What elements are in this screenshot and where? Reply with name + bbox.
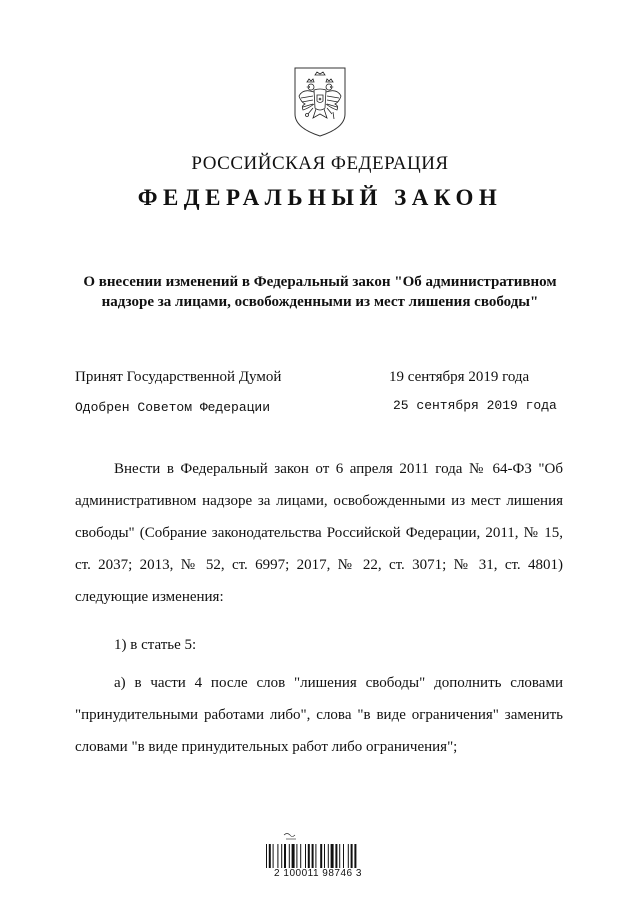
barcode-bar (300, 844, 301, 868)
law-title: О внесении изменений в Федеральный закон "Об административном надзоре за лицами, освобожденными из мест лишения свободы" (83, 274, 557, 310)
barcode-bar (351, 844, 353, 868)
barcode-bar (292, 844, 295, 868)
barcode-bar (312, 844, 314, 868)
barcode-bar (320, 844, 322, 868)
council-approval-date: 25 сентября 2019 года (393, 398, 557, 413)
duma-adoption-label: Принят Государственной Думой (75, 369, 282, 385)
barcode-bar (289, 844, 290, 868)
body-item-1 (75, 629, 563, 661)
council-approval-label: Одобрен Советом Федерации (75, 400, 271, 415)
barcode-bar (281, 844, 282, 868)
barcode-bar (284, 844, 286, 868)
body-paragraph-intro: Внести в Федеральный закон от 6 апреля 2011 года № 64-ФЗ "Об административном надзоре за лицами, освобожденными из мест лишения свободы" (Собрание законодательства Российской Федерации, 2011, № 15, ст. 2037; 2013, № 52, ст. 6997; 2017, № 22, ст. 3071; № 31, ст. 4801) следующие изменения: (75, 461, 563, 605)
barcode-bar (343, 844, 344, 868)
body-item-1-text: 1) в статье 5: (114, 637, 197, 653)
barcode-bar (269, 844, 271, 868)
barcode-bar (335, 844, 337, 868)
duma-adoption-date: 19 сентября 2019 года (389, 369, 530, 385)
barcode-bar (273, 844, 274, 868)
barcode-bar (348, 844, 349, 868)
body-item-1a: а) в части 4 после слов "лишения свободы" дополнить словами "принудительными работами либо", слова "в виде ограничения" заменить словами "в виде принудительных работ либо ограничения"; (75, 675, 563, 755)
barcode-bar (328, 844, 329, 868)
barcode-bar (308, 844, 310, 868)
barcode-bar (266, 844, 267, 868)
barcode-number: 2 100011 98746 3 (274, 868, 362, 879)
barcode-bar (315, 844, 316, 868)
barcode-bar (324, 844, 325, 868)
barcode-bar (339, 844, 340, 868)
barcode-bar (277, 844, 278, 868)
barcode-bar (296, 844, 297, 868)
country-name: РОССИЙСКАЯ ФЕДЕРАЦИЯ (191, 153, 449, 174)
barcode-bar (331, 844, 334, 868)
document-type-heading: ФЕДЕРАЛЬНЫЙ ЗАКОН (137, 185, 503, 210)
state-emblem-icon (287, 62, 353, 138)
barcode-bar (354, 844, 356, 868)
barcode-bar (305, 844, 306, 868)
